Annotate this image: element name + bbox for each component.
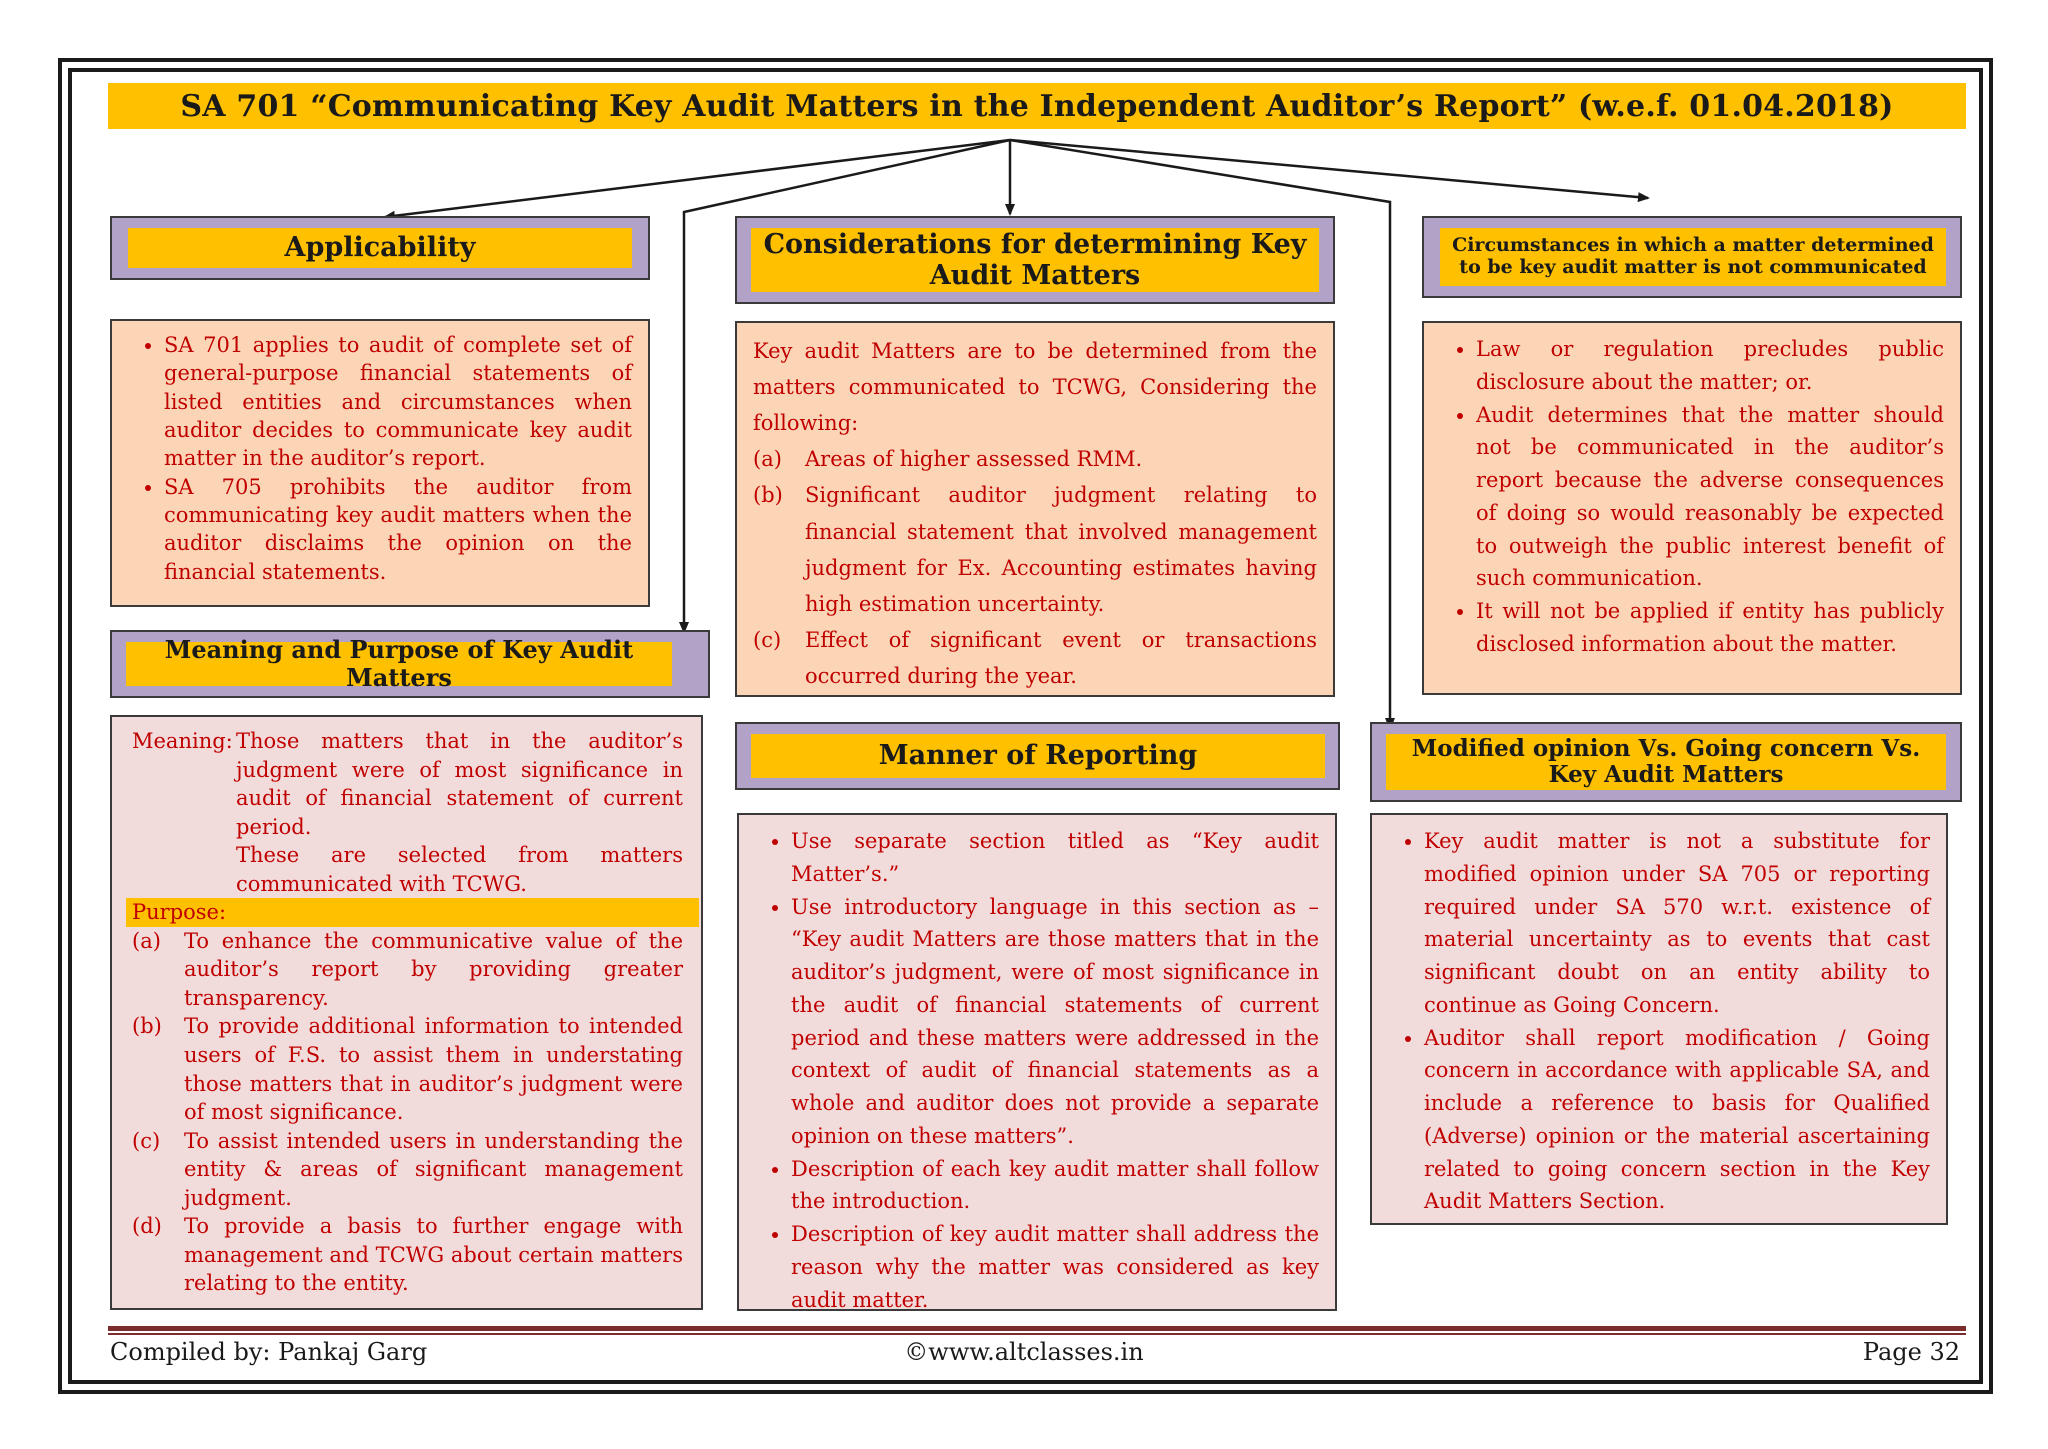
list-item bbox=[132, 1012, 683, 1126]
item-text: To enhance the communicative value of the auditor’s report by providing greater transparency. bbox=[184, 928, 683, 1010]
item-text: To assist intended users in understanding the entity & areas of significant management judgment. bbox=[184, 1128, 683, 1210]
item-label: (d) bbox=[132, 1214, 162, 1239]
list-item: • Key audit matter is not a substitute for modified opinion under SA 705 or reporting required under SA 570 w.r.t. existence of material uncertainty as to events that cast significant doubt on an entity ability to continue as Going Concern. bbox=[1424, 825, 1930, 1022]
list-item: • SA 705 prohibits the auditor from communicating key audit matters when the auditor disclaims the opinion on the financial statements. bbox=[164, 473, 632, 586]
list-item bbox=[132, 1212, 683, 1298]
considerations-heading: Considerations for determining Key Audit Matters bbox=[751, 228, 1319, 292]
meaning-label: Meaning: bbox=[132, 729, 233, 753]
meaning-text: Those matters that in the auditor’s judgment were of most significance in audit of financial statement of current period. bbox=[236, 729, 683, 839]
modified-heading: Modified opinion Vs. Going concern Vs. Key Audit Matters bbox=[1386, 734, 1946, 790]
circumstances-header-box bbox=[1422, 216, 1962, 298]
arrow-to-circumstances bbox=[1010, 140, 1648, 198]
list-item bbox=[753, 477, 1317, 621]
meaning-definition bbox=[132, 727, 683, 898]
considerations-intro: Key audit Matters are to be determined from the matters communicated to TCWG, Considering the following: bbox=[753, 339, 1317, 436]
item-label: (a) bbox=[132, 928, 161, 953]
modified-header-box bbox=[1370, 722, 1962, 802]
modified-panel bbox=[1370, 813, 1948, 1225]
footer-author: Compiled by: Pankaj Garg bbox=[110, 1338, 428, 1366]
item-label: (b) bbox=[132, 1014, 162, 1039]
arrow-to-applicability bbox=[385, 140, 1010, 217]
footer-rule-thin bbox=[108, 1333, 1966, 1335]
item-text: Areas of higher assessed RMM. bbox=[805, 447, 1143, 472]
item-label: (c) bbox=[132, 1128, 161, 1153]
list-item: • Description of key audit matter shall address the reason why the matter was considered as key audit matter. bbox=[791, 1218, 1319, 1316]
item-label: (b) bbox=[753, 483, 783, 508]
list-item bbox=[132, 1127, 683, 1213]
item-text: Significant auditor judgment relating to financial statement that involved management judgment for Ex. Accounting estimates having high estimation uncertainty. bbox=[805, 483, 1317, 616]
applicability-panel bbox=[110, 319, 650, 607]
circumstances-list bbox=[1440, 333, 1944, 661]
list-item: • SA 701 applies to audit of complete set of general-purpose financial statements of listed entities and circumstances when auditor decides to communicate key audit matter in the auditor’s report. bbox=[164, 331, 632, 473]
circumstances-panel bbox=[1422, 321, 1962, 695]
manner-list bbox=[755, 825, 1319, 1316]
list-item: • Use separate section titled as “Key audit Matter’s.” bbox=[791, 825, 1319, 891]
manner-heading: Manner of Reporting bbox=[751, 734, 1325, 778]
list-item: • Use introductory language in this section as – “Key audit Matters are those matters that in the auditor’s judgment, were of most significance in the audit of financial statements of current period and these matters were addressed in the context of audit of financial statements as a whole and auditor does not provide a separate opinion on these matters”. bbox=[791, 891, 1319, 1153]
applicability-list bbox=[128, 331, 632, 586]
page-title: SA 701 “Communicating Key Audit Matters in the Independent Auditor’s Report” (w.e.f. 01.04.2018) bbox=[108, 83, 1966, 129]
applicability-header-box bbox=[110, 216, 650, 280]
circumstances-heading: Circumstances in which a matter determined to be key audit matter is not communicated bbox=[1440, 228, 1946, 286]
meaning-heading: Meaning and Purpose of Key Audit Matters bbox=[126, 642, 672, 686]
item-label: (c) bbox=[753, 627, 782, 652]
list-item: • Description of each key audit matter shall follow the introduction. bbox=[791, 1153, 1319, 1219]
list-item: • Audit determines that the matter should not be communicated in the auditor’s report because the adverse consequences of doing so would reasonably be expected to outweigh the public interest benefit of such communication. bbox=[1476, 399, 1944, 596]
item-text: To provide additional information to intended users of F.S. to assist them in understating those matters that in auditor’s judgment were of most significance. bbox=[184, 1014, 683, 1125]
list-item bbox=[132, 927, 683, 1013]
item-label: (a) bbox=[753, 447, 782, 472]
list-item bbox=[753, 622, 1317, 694]
considerations-panel bbox=[735, 321, 1335, 697]
meaning-text-2: These are selected from matters communicated with TCWG. bbox=[236, 843, 683, 896]
meaning-panel bbox=[110, 715, 703, 1310]
considerations-header-box bbox=[735, 216, 1335, 304]
footer-page-number: Page 32 bbox=[1862, 1338, 1960, 1366]
item-text: To provide a basis to further engage with management and TCWG about certain matters relating to the entity. bbox=[184, 1214, 683, 1296]
applicability-heading: Applicability bbox=[128, 228, 632, 268]
list-item: • Auditor shall report modification / Going concern in accordance with applicable SA, and include a reference to basis for Qualified (Adverse) opinion or the material ascertaining related to going concern section in the Key Audit Matters Section. bbox=[1424, 1022, 1930, 1219]
footer-website: ©www.altclasses.in bbox=[904, 1338, 1144, 1366]
manner-panel bbox=[737, 813, 1337, 1311]
purpose-label: Purpose: bbox=[126, 898, 699, 927]
meaning-header-box bbox=[110, 630, 710, 698]
item-text: Effect of significant event or transactions occurred during the year. bbox=[805, 627, 1317, 688]
list-item: • Law or regulation precludes public disclosure about the matter; or. bbox=[1476, 333, 1944, 399]
modified-list bbox=[1388, 825, 1930, 1218]
footer-rule bbox=[108, 1326, 1966, 1331]
manner-header-box bbox=[735, 722, 1340, 790]
list-item bbox=[753, 441, 1317, 477]
list-item: • It will not be applied if entity has publicly disclosed information about the matter. bbox=[1476, 595, 1944, 661]
